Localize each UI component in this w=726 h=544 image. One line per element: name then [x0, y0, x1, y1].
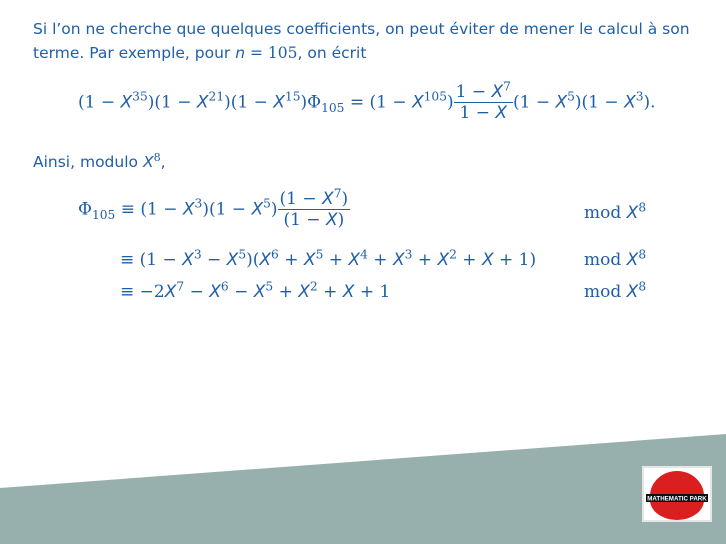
modulo-label-1: mod $X^8$	[584, 200, 647, 223]
intro-paragraph	[33, 17, 693, 65]
cyclotomic-identity-equation: $(1 - X^{35})(1 - X^{21})(1 - X^{15})\Phi_{105} = (1 - X^{105})$ $\frac{1 - X^7}{1 - X}$ $(1 - X^5)(1 - X^3)$.	[78, 79, 656, 124]
modulo-label-2: mod $X^8$	[584, 247, 647, 270]
intro-line-2-end: , on écrit	[297, 44, 367, 62]
modulo-label-3: mod $X^8$	[584, 279, 647, 302]
mathematic-park-logo	[642, 466, 712, 522]
intro-line-2-start: terme. Par exemple, pour	[33, 44, 236, 62]
n-value: = 105	[245, 44, 298, 62]
intro-line-1: Si l’on ne cherche que quelques coefficients, on peut éviter de mener le calcul à son	[33, 20, 690, 38]
n-variable: n	[235, 44, 246, 62]
svg-text:MATHEMATIC PARK: MATHEMATIC PARK	[647, 495, 707, 503]
congruence-line-1: $\Phi_{105} \equiv (1 - X^3)(1 - X^5)$ $\frac{(1 - X^7)}{(1 - X)}$	[78, 186, 349, 231]
congruence-line-3: ≡ $-2X^7 - X^6 - X^5 + X^2 + X + 1$	[120, 279, 391, 302]
ainsi-paragraph: Ainsi, modulo $X^8$,	[33, 150, 166, 171]
congruence-line-2: ≡ $(1 - X^3 - X^5)(X^6 + X^5 + X^4 + X^3 + X^2 + X + 1)$	[120, 247, 537, 270]
ainsi-text: Ainsi, modulo	[33, 153, 143, 171]
